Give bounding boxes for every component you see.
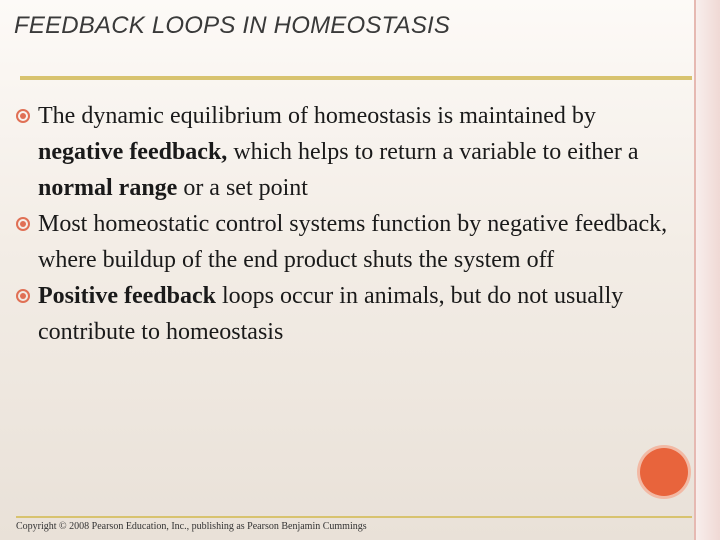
decorative-circle — [640, 448, 688, 496]
bullet-text: Most homeostatic control systems function by negative feedback, where buildup of the end product shuts the system off — [38, 211, 668, 273]
bullet-text: The dynamic equilibrium of homeostasis is maintained by — [38, 103, 596, 129]
bullet-list — [16, 98, 676, 350]
bullet-icon — [16, 217, 30, 231]
bullet-item — [16, 206, 676, 278]
bullet-emphasis: Positive feedback — [38, 283, 216, 309]
bullet-text: or a set point — [177, 175, 308, 201]
slide-title: FEEDBACK LOOPS IN HOMEOSTASIS — [14, 12, 451, 39]
side-stripe — [696, 0, 720, 540]
bullet-item — [16, 98, 676, 206]
title-divider — [20, 76, 692, 80]
bullet-text: which helps to return a variable to either a — [227, 139, 639, 165]
bullet-icon — [16, 109, 30, 123]
footer-divider — [16, 516, 692, 518]
bullet-text: loops occur in animals, but do not usually contribute to homeostasis — [38, 283, 624, 345]
bullet-emphasis: negative feedback, — [38, 139, 228, 165]
bullet-item — [16, 278, 676, 350]
bullet-icon — [16, 289, 30, 303]
copyright-footer: Copyright © 2008 Pearson Education, Inc., publishing as Pearson Benjamin Cummings — [16, 521, 367, 532]
bullet-emphasis: normal range — [38, 175, 178, 201]
